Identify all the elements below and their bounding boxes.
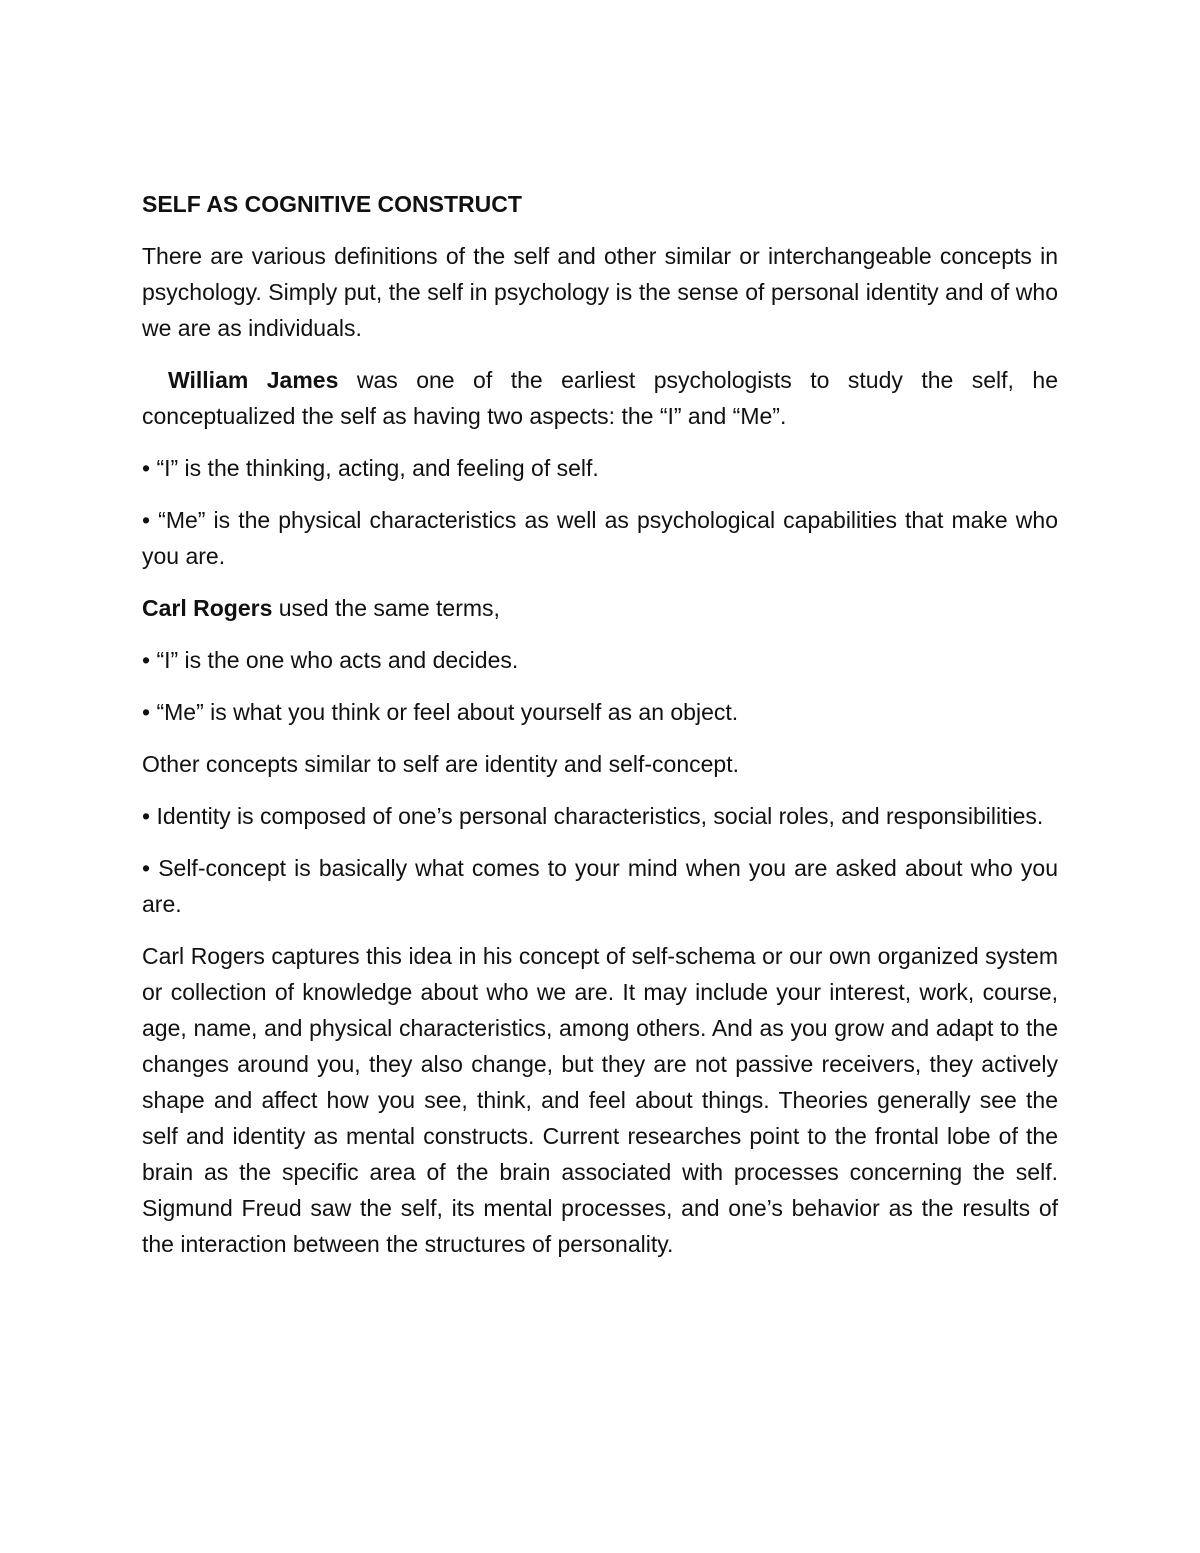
closing-paragraph: Carl Rogers captures this idea in his concept of self-schema or our own organized system or collection of knowledge about who we are. It may include your interest, work, course, age, name, and physical characteristics, among others. And as you grow and adapt to the changes around you, they also change, but they are not passive receivers, they actively shape and affect how you see, think, and feel about things. Theories generally see the self and identity as mental constructs. Current researches point to the frontal lobe of the brain as the specific area of the brain associated with processes concerning the self. Sigmund Freud saw the self, its mental processes, and one’s behavior as the results of the interaction between the structures of personality. (142, 943, 1058, 1257)
james-bullet-me-text: “Me” is the physical characteristics as well as psychological capabilities that make who you are. (142, 507, 1059, 569)
identity-bullet-text: Identity is composed of one’s personal characteristics, social roles, and responsibilities. (156, 803, 1044, 829)
rogers-bullet-i (142, 642, 1058, 678)
james-bullet-i-text: “I” is the thinking, acting, and feeling of self. (156, 455, 599, 481)
william-james-paragraph (142, 362, 1058, 434)
carl-rogers-name: Carl Rogers (142, 595, 273, 621)
william-james-text: was one of the earliest psychologists to study the self, he conceptualized the self as having two aspects: the “I” and “Me”. (142, 367, 1058, 429)
document-body (142, 186, 1058, 1278)
william-james-name: William James (168, 367, 339, 393)
intro-paragraph: There are various definitions of the self and other similar or interchangeable concepts in psychology. Simply put, the self in psychology is the sense of personal identity and of who we are as individuals. (142, 243, 1058, 341)
james-bullet-me (142, 502, 1058, 574)
bullet-icon: • (142, 855, 151, 881)
other-concepts-paragraph: Other concepts similar to self are identity and self-concept. (142, 751, 740, 777)
bullet-icon: • (142, 647, 151, 673)
bullet-icon: • (142, 507, 151, 533)
document-title: SELF AS COGNITIVE CONSTRUCT (142, 191, 522, 217)
rogers-bullet-me (142, 694, 1058, 730)
bullet-icon: • (142, 455, 151, 481)
carl-rogers-paragraph (142, 590, 1058, 626)
carl-rogers-text: used the same terms, (272, 595, 500, 621)
self-concept-bullet (142, 850, 1058, 922)
identity-bullet (142, 798, 1058, 834)
bullet-icon: • (142, 803, 151, 829)
self-concept-bullet-text: Self-concept is basically what comes to your mind when you are asked about who you are. (142, 855, 1059, 917)
bullet-icon: • (142, 699, 151, 725)
rogers-bullet-i-text: “I” is the one who acts and decides. (156, 647, 519, 673)
rogers-bullet-me-text: “Me” is what you think or feel about yourself as an object. (156, 699, 739, 725)
james-bullet-i (142, 450, 1058, 486)
